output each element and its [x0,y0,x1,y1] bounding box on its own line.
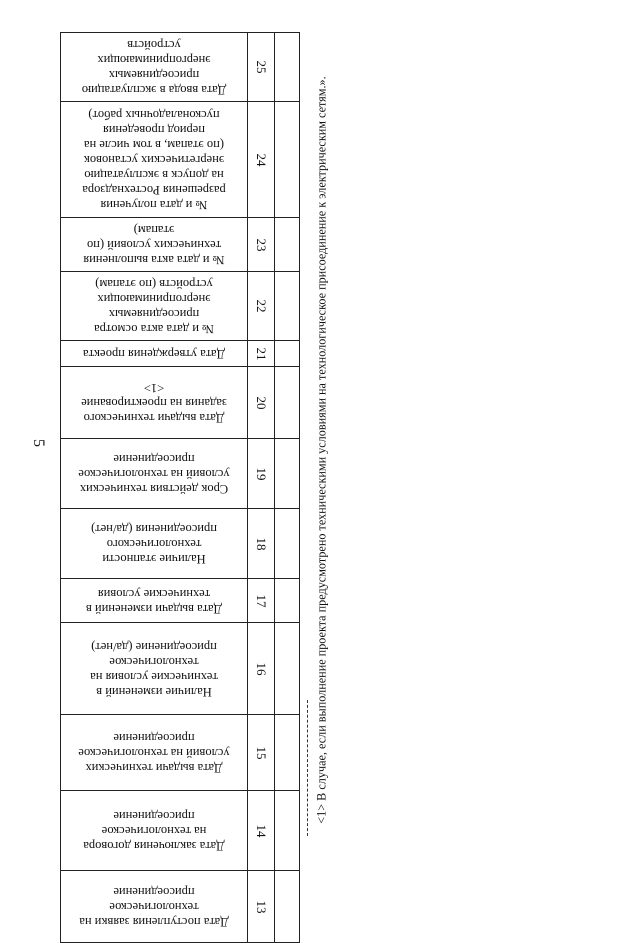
data-cell [275,218,300,272]
column-number-label: 24 [254,153,269,166]
column-number [248,509,275,579]
column-header [61,341,248,367]
register-table [60,32,300,943]
column-header [61,272,248,341]
table-column-25 [61,33,300,102]
table-column-20 [61,367,300,439]
column-number [248,439,275,509]
column-number [248,367,275,439]
data-cell [275,367,300,439]
data-cell [275,33,300,102]
column-header-label: Дата поступления заявки на технологическое присоединение [79,885,229,929]
column-header [61,367,248,439]
column-header-label: Дата выдачи технического задания на проектирование <1> [81,381,227,425]
column-header-label: Дата ввода в эксплуатацию присоединяемых энергопринимающих устройств [81,38,227,97]
column-number-label: 21 [254,347,269,360]
data-cell [275,791,300,871]
table-column-16 [61,623,300,715]
column-header-label: Дата заключения договора на технологическое присоединение [83,809,225,853]
data-cell [275,623,300,715]
column-number [248,102,275,218]
footnote [313,40,331,860]
column-header-label: № и дата акта выполнения технических условий (по этапам) [83,223,225,267]
column-number [248,272,275,341]
column-header-label: № и дата получения разрешения Ростехнадзора на допуск в эксплуатацию энергетических установок (по этапам, в том числе на период проведения пусконаладочных работ) [82,108,226,212]
data-cell [275,439,300,509]
data-cell [275,509,300,579]
footnote-text: <1> В случае, если выполнение проекта предусмотрено техническими условиями на технологическое присоединение к электрическим сетям.». [314,76,329,824]
table-column-14 [61,791,300,871]
column-number-label: 16 [254,662,269,675]
column-header-label: Наличие этапности технологического присоединения (да/нет) [91,522,217,566]
column-number-label: 13 [254,900,269,913]
column-header-label: Дата утверждения проекта [82,347,226,361]
page-number: 5 [30,439,47,447]
column-header-label: Дата выдачи изменений в технические условия [85,586,223,616]
column-number [248,623,275,715]
column-number [248,33,275,102]
data-cell [275,715,300,791]
table-column-19 [61,439,300,509]
footnote-separator [307,700,309,836]
column-header [61,509,248,579]
column-number [248,579,275,623]
data-cell [275,579,300,623]
column-number-label: 15 [254,746,269,759]
column-number [248,871,275,943]
column-number-label: 20 [254,396,269,409]
column-number-label: 23 [254,238,269,251]
column-number-label: 14 [254,824,269,837]
column-header [61,791,248,871]
column-header [61,715,248,791]
column-number [248,715,275,791]
column-header [61,871,248,943]
table-column-22 [61,272,300,341]
table-column-24 [61,102,300,218]
column-header-label: Наличие изменений в технические условия на технологическое присоединение (да/нет) [90,639,218,699]
column-header [61,579,248,623]
column-number-label: 22 [254,299,269,313]
table-column-13 [61,871,300,943]
column-number [248,218,275,272]
column-number-label: 17 [254,594,269,607]
table-column-18 [61,509,300,579]
table-column-23 [61,218,300,272]
table-column-21 [61,341,300,367]
data-cell [275,341,300,367]
data-cell [275,102,300,218]
table-column-17 [61,579,300,623]
column-header [61,439,248,509]
column-header [61,102,248,218]
column-header [61,33,248,102]
column-header-label: Срок действия технических условий на технологическое присоединение [78,452,230,496]
column-number [248,341,275,367]
column-number-label: 25 [254,60,269,74]
table-column-15 [61,715,300,791]
column-header-label: № и дата акта осмотра присоединяемых энергопринимающих устройств (по этапам) [94,277,215,336]
data-cell [275,272,300,341]
data-cell [275,871,300,943]
column-number-label: 19 [254,467,269,480]
column-number [248,791,275,871]
column-header-label: Дата выдачи технических условий на технологическое присоединение [78,731,230,775]
column-header [61,623,248,715]
column-number-label: 18 [254,537,269,550]
register-table-area [60,32,340,929]
column-header [61,218,248,272]
